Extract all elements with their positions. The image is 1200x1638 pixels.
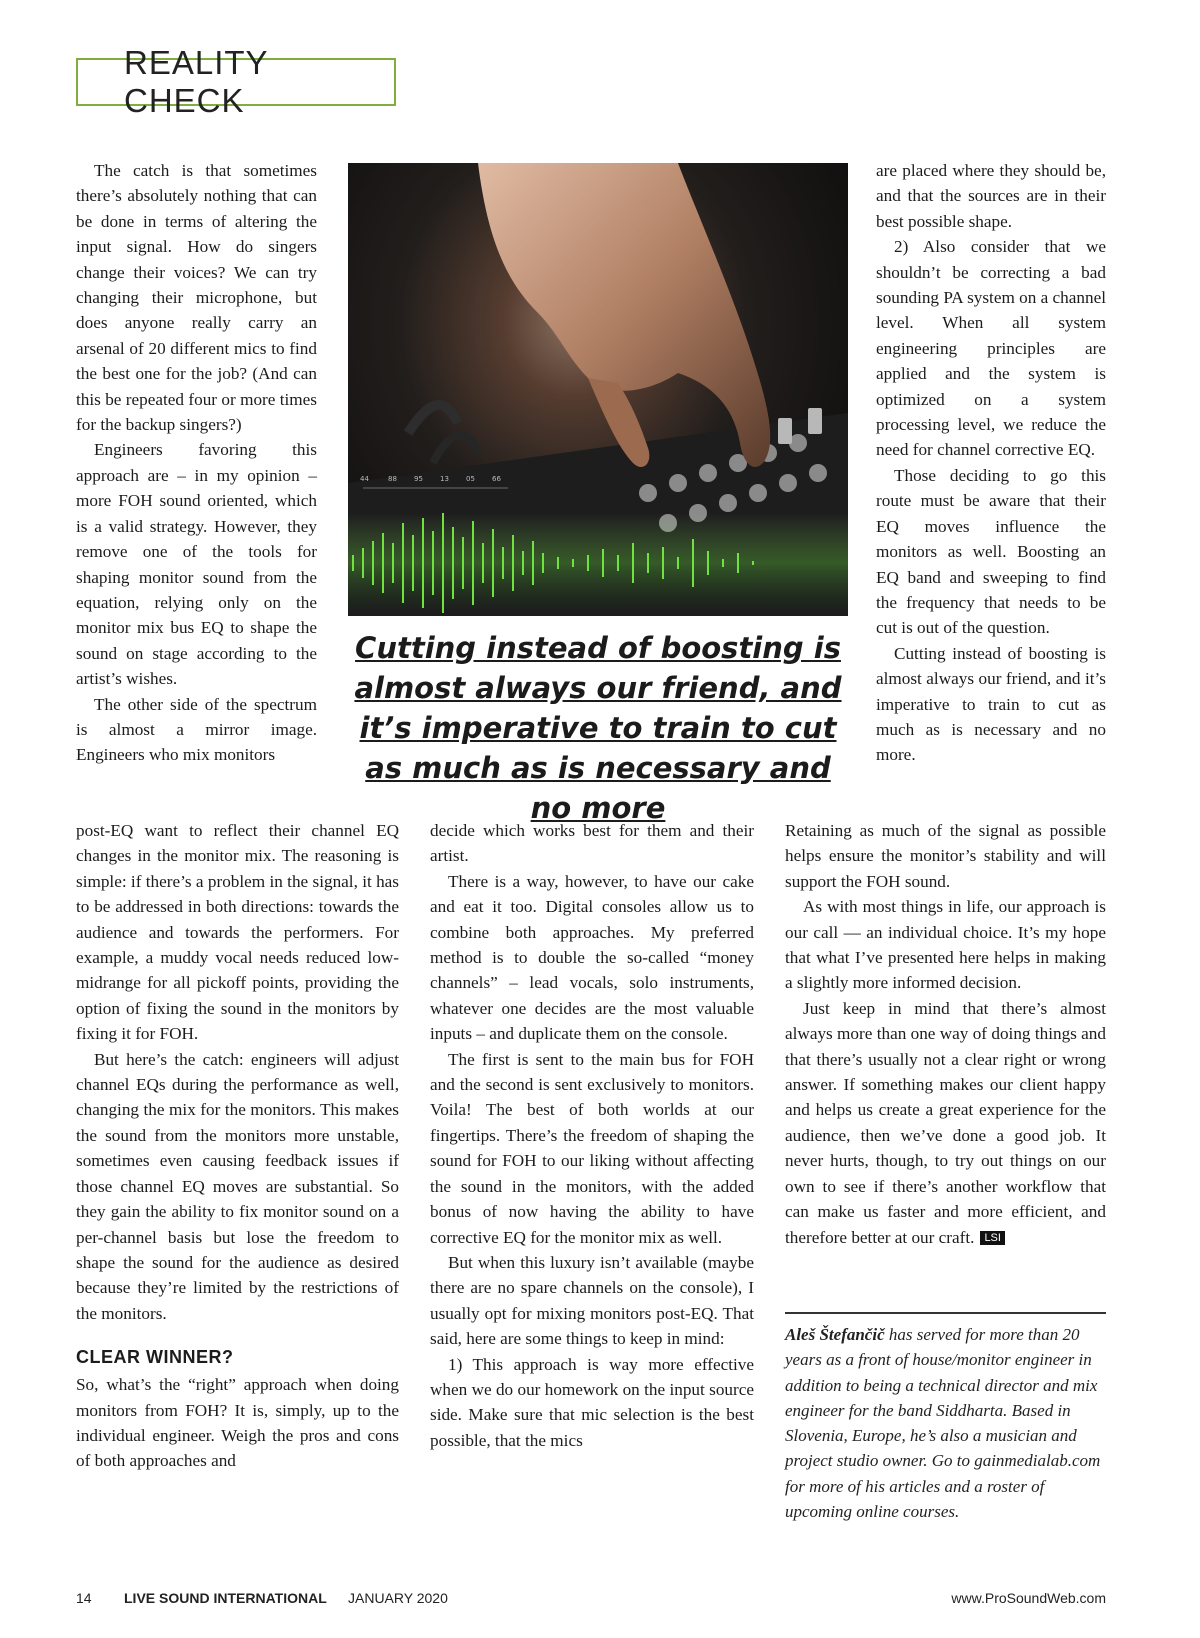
website-link[interactable]: www.ProSoundWeb.com <box>951 1590 1106 1606</box>
column-3-top <box>876 158 1106 768</box>
paragraph: Cutting instead of boosting is almost always our friend, and it’s imperative to train to cut as much as is necessary and no more. <box>876 643 1106 765</box>
author-name: Aleš Štefančič <box>785 1325 885 1344</box>
section-header <box>76 44 396 119</box>
page-number: 14 <box>76 1590 92 1606</box>
paragraph: The catch is that sometimes there’s absolutely nothing that can be done in terms of altering the input signal. How do singers change their voices? We can try changing their microphone, but does anyone really carry an arsenal of 20 different mics to find the best one for the job? (And can this be repeated four or more times for the backup singers?) <box>76 161 317 435</box>
paragraph: But when this luxury isn’t available (maybe there are no spare channels on the console), I usually opt for mixing monitors post-EQ. That said, here are some things to keep in mind: <box>430 1252 754 1349</box>
end-mark-badge: LSI <box>980 1231 1005 1245</box>
paragraph-text: Just keep in mind that there’s almost always more than one way of doing things and that there’s usually not a clear right or wrong answer. If something makes our client happy and helps us create a great experience for the audience, then we’ve done a good job. It never hurts, though, to try out things on our own to see if there’s another workflow that can make us faster and more efficient, and therefore better at our craft. <box>785 998 1106 1247</box>
paragraph: Those deciding to go this route must be aware that their EQ moves influence the monitors as well. Boosting an EQ band and sweeping to find the frequency that needs to be cut is out of the question. <box>876 465 1106 638</box>
section-title: REALITY CHECK <box>124 44 268 119</box>
mixing-console-photo <box>348 163 848 616</box>
bio-divider <box>785 1312 1106 1314</box>
paragraph: But here’s the catch: engineers will adjust channel EQs during the performance as well, changing the mix for the monitors. This makes the sound from the monitors more unstable, sometimes even causing feedback issues if those channel EQ moves are substantial. So they gain the ability to fix monitor sound on a per-channel basis but lose the freedom to shape the sound for the audience as desired because they’re limited by the restrictions of the monitors. <box>76 1049 399 1323</box>
paragraph: 2) Also consider that we shouldn’t be correcting a bad sounding PA system on a channel level. When all system engineering principles are applied and the system is optimized on a system processing level, we reduce the need for channel corrective EQ. <box>876 237 1106 460</box>
page-footer <box>76 1590 1106 1610</box>
paragraph: 1) This approach is way more effective when we do our homework on the input source side. Make sure that mic selection is the best possible, that the mics <box>430 1354 754 1450</box>
paragraph: So, what’s the “right” approach when doing monitors from FOH? It is, simply, up to the individual engineer. Weigh the pros and cons of both approaches and <box>76 1375 399 1471</box>
meter-label: 66 <box>492 475 501 483</box>
paragraph: The other side of the spectrum is almost a mirror image. Engineers who mix monitors <box>76 694 317 765</box>
paragraph: post-EQ want to reflect their channel EQ changes in the monitor mix. The reasoning is simple: if there’s a problem in the signal, it has to be addressed in both directions: towards the audience and towards the performers. For example, a muddy vocal needs reduced low-midrange for all pickoff points, providing the option of fixing the sound in the monitors by fixing it for FOH. <box>76 821 399 1044</box>
meter-label: 05 <box>466 475 475 483</box>
paragraph: are placed where they should be, and that the sources are in their best possible shape. <box>876 161 1106 231</box>
meter-label: 44 <box>360 475 369 483</box>
bio-text: has served for more than 20 years as a front of house/monitor engineer in addition to being a technical director and mix engineer for the band Siddharta. Based in Slovenia, Europe, he’s also a musician and project studio owner. Go to gainmedialab.com for more of his articles and a roster of upcoming online courses. <box>785 1325 1101 1522</box>
paragraph-last <box>785 996 1106 1250</box>
paragraph: There is a way, however, to have our cake and eat it too. Digital consoles allow us to combine both approaches. My preferred method is to double the so-called “money channels” – lead vocals, solo instruments, whatever one decides are the most valuable inputs – and duplicate them on the console. <box>430 871 754 1044</box>
paragraph: The first is sent to the main bus for FOH and the second is sent exclusively to monitors. Voila! The best of both worlds at our fingertips. There’s the freedom of shaping the sound for FOH to our liking without affecting the sound in the monitors, with the added bonus of now having the ability to have corrective EQ for the monitor mix as well. <box>430 1049 754 1247</box>
paragraph: Engineers favoring this approach are – in my opinion – more FOH sound oriented, which is a valid strategy. However, they remove one of the tools for shaping monitor sound from the equation, relying only on the monitor mix bus EQ to shape the sound on stage according to the artist’s wishes. <box>76 440 317 689</box>
column-3-bottom <box>785 818 1106 1250</box>
photo-illustration <box>348 163 848 616</box>
column-1-top <box>76 158 317 768</box>
subheading: CLEAR WINNER? <box>76 1347 234 1368</box>
meter-label: 88 <box>388 475 397 483</box>
column-1-bottom <box>76 818 399 1474</box>
paragraph: As with most things in life, our approach is our call — an individual choice. It’s my hope that what I’ve presented here helps in making a slightly more informed decision. <box>785 897 1106 993</box>
column-2 <box>430 818 754 1453</box>
paragraph: Retaining as much of the signal as possible helps ensure the monitor’s stability and will support the FOH sound. <box>785 821 1106 891</box>
paragraph: decide which works best for them and their artist. <box>430 821 754 866</box>
meter-label: 95 <box>414 475 423 483</box>
issue-date: JANUARY 2020 <box>348 1590 448 1606</box>
magazine-name: LIVE SOUND INTERNATIONAL <box>124 1590 327 1606</box>
meter-label: 13 <box>440 475 449 483</box>
author-bio <box>785 1322 1106 1524</box>
pull-quote: Cutting instead of boosting is almost always our friend, and it’s imperative to train to cut as much as is necessary and no more <box>354 631 842 825</box>
